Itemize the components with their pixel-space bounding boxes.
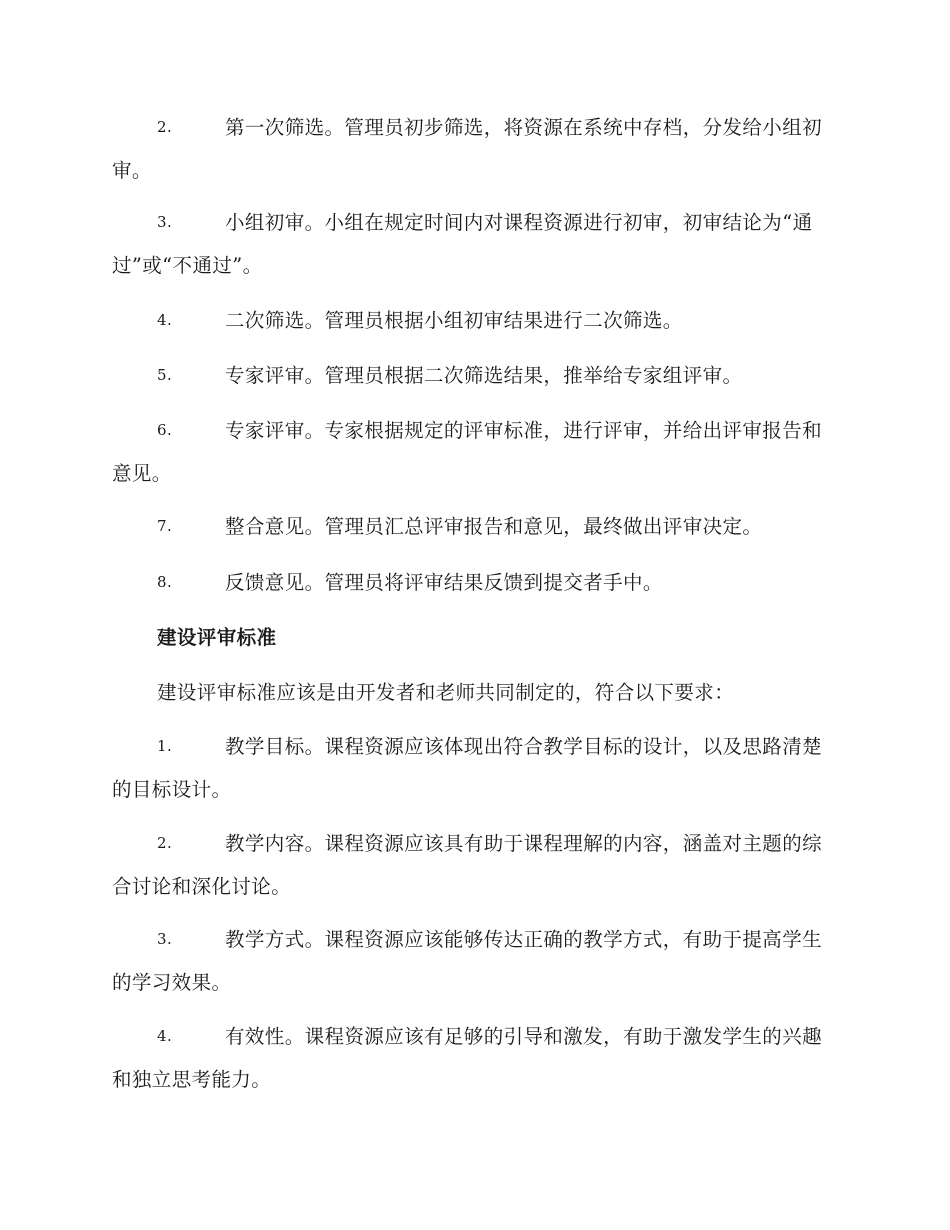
list-text: 有效性。课程资源应该有足够的引导和激发，有助于激发学生的兴趣和独立思考能力。 xyxy=(112,1025,823,1091)
list-text: 教学内容。课程资源应该具有助于课程理解的内容，涵盖对主题的综合讨论和深化讨论。 xyxy=(112,832,823,898)
list-text: 专家评审。管理员根据二次筛选结果，推举给专家组评审。 xyxy=(225,364,743,387)
list-number: 3. xyxy=(157,930,173,948)
section-intro: 建设评审标准应该是由开发者和老师共同制定的，符合以下要求： xyxy=(157,681,735,704)
list-item xyxy=(112,354,836,397)
list-number: 2. xyxy=(157,834,173,852)
list-item xyxy=(112,201,836,287)
list-item xyxy=(112,725,836,811)
list-text: 反馈意见。管理员将评审结果反馈到提交者手中。 xyxy=(225,571,663,594)
list-item xyxy=(112,1015,836,1101)
list-number: 8. xyxy=(157,573,173,591)
list-number: 3. xyxy=(157,213,173,231)
list-text: 教学方式。课程资源应该能够传达正确的教学方式，有助于提高学生的学习效果。 xyxy=(112,928,823,994)
list-number: 6. xyxy=(157,421,173,439)
list-text: 第一次筛选。管理员初步筛选，将资源在系统中存档，分发给小组初审。 xyxy=(112,116,823,182)
list-text: 整合意见。管理员汇总评审报告和意见，最终做出评审决定。 xyxy=(225,515,763,538)
list-item xyxy=(112,561,836,604)
list-item xyxy=(112,505,836,548)
list-item xyxy=(112,409,836,495)
section-heading: 建设评审标准 xyxy=(157,626,277,649)
list-number: 4. xyxy=(157,1027,173,1045)
list-number: 7. xyxy=(157,517,173,535)
list-item xyxy=(112,918,836,1004)
list-number: 1. xyxy=(157,737,173,755)
list-item xyxy=(112,299,836,342)
list-item xyxy=(112,106,836,192)
list-number: 4. xyxy=(157,311,173,329)
list-text: 教学目标。课程资源应该体现出符合教学目标的设计，以及思路清楚的目标设计。 xyxy=(112,735,823,801)
list-text: 小组初审。小组在规定时间内对课程资源进行初审，初审结论为“通过”或“不通过”。 xyxy=(112,211,813,277)
list-text: 专家评审。专家根据规定的评审标准，进行评审，并给出评审报告和意见。 xyxy=(112,419,823,485)
list-number: 5. xyxy=(157,366,173,384)
list-number: 2. xyxy=(157,118,173,136)
list-item xyxy=(112,822,836,908)
list-text: 二次筛选。管理员根据小组初审结果进行二次筛选。 xyxy=(225,309,683,332)
